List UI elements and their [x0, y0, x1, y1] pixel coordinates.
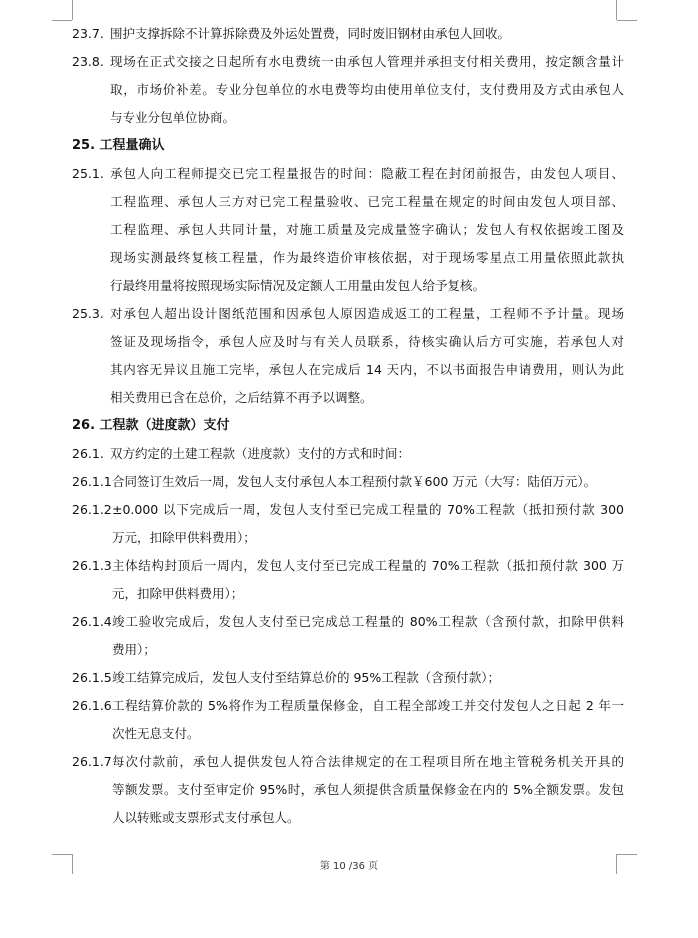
clause-text-line: 相关费用已含在总价，之后结算不再予以调整。	[110, 390, 373, 405]
clause-number: 26.1.5	[72, 670, 112, 685]
clause-text-line: 次性无息支付。	[112, 726, 200, 741]
clause-text-line: 其内容无异议且施工完毕，承包人在完成后 14 天内，不以书面报告申请费用，则认为此	[110, 362, 624, 377]
crop-mark-bottom-left-h	[52, 854, 72, 855]
clause-text-line: 现场在正式交接之日起所有水电费统一由承包人管理并承担支付相关费用，按定额含量计	[110, 54, 624, 69]
crop-mark-top-left-v	[72, 0, 73, 20]
clause-paragraph	[72, 160, 624, 300]
clause-text-line: 等额发票。支付至审定价 95%时，承包人须提供含质量保修金在内的 5%全额发票。发包	[112, 782, 624, 797]
clause-number: 26.1.	[72, 446, 104, 461]
clause-text-line: 每次付款前，承包人提供发包人符合法律规定的在工程项目所在地主管税务机关开具的	[112, 754, 624, 769]
clause-paragraph	[72, 496, 624, 552]
clause-number: 26.1.3	[72, 558, 112, 573]
clause-text-line: 取，市场价补差。专业分包单位的水电费等均由使用单位支付，支付费用及方式由承包人	[110, 82, 624, 97]
clause-text-line: 主体结构封顶后一周内，发包人支付至已完成工程量的 70%工程款（抵扣预付款 300 万	[112, 558, 624, 573]
clause-text-line: 承包人向工程师提交已完工程量报告的时间：隐蔽工程在封闭前报告，由发包人项目、	[110, 166, 624, 181]
clause-paragraph	[72, 468, 624, 496]
clause-paragraph	[72, 748, 624, 832]
clause-paragraph	[72, 48, 624, 132]
clause-number: 23.7.	[72, 26, 104, 41]
clause-number: 26.1.6	[72, 698, 112, 713]
clause-paragraph	[72, 608, 624, 664]
clause-paragraph	[72, 664, 624, 692]
clause-number: 26.1.7	[72, 754, 112, 769]
crop-mark-top-left-h	[52, 20, 72, 21]
clause-text-line: 万元，扣除甲供料费用）；	[112, 530, 256, 545]
clause-paragraph	[72, 552, 624, 608]
clause-text-line: 双方约定的土建工程款（进度款）支付的方式和时间：	[110, 446, 411, 461]
document-body	[72, 20, 624, 832]
clause-text-line: 元，扣除甲供料费用）；	[112, 586, 244, 601]
clause-text-line: 竣工结算完成后，发包人支付至结算总价的 95%工程款（含预付款）；	[112, 670, 501, 685]
clause-text-line: 工程监理、承包人三方对已完工程量验收、已完工程量在规定的时间由发包人项目部、	[110, 194, 624, 209]
clause-text-line: 竣工验收完成后，发包人支付至已完成总工程量的 80%工程款（含预付款，扣除甲供料	[112, 614, 624, 629]
clause-paragraph	[72, 692, 624, 748]
clause-number: 25.3.	[72, 306, 104, 321]
clause-text-line: 合同签订生效后一周，发包人支付承包人本工程预付款￥600 万元（大写：陆佰万元）。	[112, 474, 597, 489]
clause-text-line: 行最终用量将按照现场实际情况及定额人工用量由发包人给予复核。	[110, 278, 486, 293]
crop-mark-bottom-right-h	[617, 854, 637, 855]
clause-number: 26.1.1	[72, 474, 112, 489]
clause-text-line: 人以转账或支票形式支付承包人。	[112, 810, 300, 825]
section-heading: 26. 工程款（进度款）支付	[72, 418, 230, 433]
section-heading: 25. 工程量确认	[72, 138, 165, 153]
clause-text-line: ±0.000 以下完成后一周，发包人支付至已完成工程量的 70%工程款（抵扣预付款 300	[112, 502, 624, 517]
clause-text-line: 围护支撑拆除不计算拆除费及外运处置费，同时废旧钢材由承包人回收。	[110, 26, 511, 41]
page-number: 第 10 /36 页	[319, 861, 379, 872]
clause-text-line: 费用）；	[112, 642, 156, 657]
clause-text-line: 对承包人超出设计图纸范围和因承包人原因造成返工的工程量，工程师不予计量。现场	[110, 306, 624, 321]
clause-text-line: 与专业分包单位协商。	[110, 110, 236, 125]
clause-number: 26.1.4	[72, 614, 112, 629]
clause-number: 25.1.	[72, 166, 104, 181]
clause-paragraph	[72, 20, 624, 48]
crop-mark-top-right-v	[616, 0, 617, 20]
clause-paragraph	[72, 300, 624, 412]
clause-number: 26.1.2	[72, 502, 112, 517]
clause-text-line: 现场实测最终复核工程量，作为最终造价审核依据，对于现场零星点工用量依照此款执	[110, 250, 624, 265]
clause-text-line: 签证及现场指令，承包人应及时与有关人员联系，待核实确认后方可实施，若承包人对	[110, 334, 624, 349]
clause-number: 23.8.	[72, 54, 104, 69]
clause-text-line: 工程监理、承包人共同计量，对施工质量及完成量签字确认；发包人有权依据竣工图及	[110, 222, 624, 237]
clause-text-line: 工程结算价款的 5%将作为工程质量保修金，自工程全部竣工并交付发包人之日起 2 年一	[112, 698, 624, 713]
clause-paragraph	[72, 440, 624, 468]
